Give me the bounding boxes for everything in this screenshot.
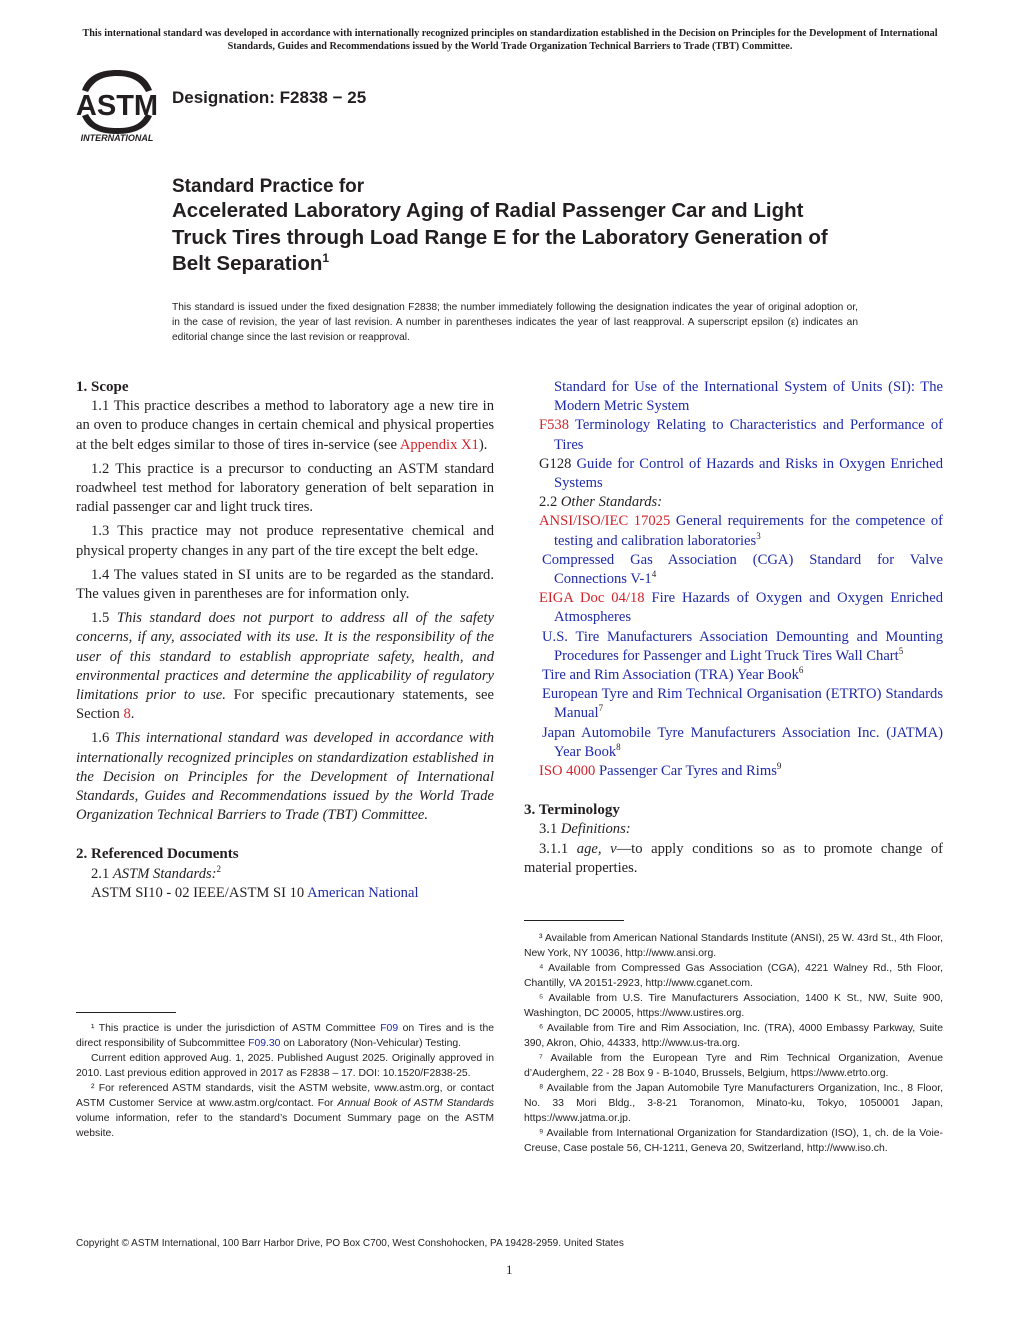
page-number: 1 [506, 1262, 513, 1277]
designation: Designation: F2838 − 25 [172, 88, 367, 107]
ref-si10-title-visible[interactable]: American National [307, 884, 419, 901]
para-1-1-end: ). [478, 436, 488, 453]
astm-logo-mark [74, 68, 160, 144]
footnote-6: ⁶ Available from Tire and Rim Association, Inc. (TRA), 4000 Embassy Parkway, Suite 390, Akron, Ohio, 44333, http://www.us-tra.org. [524, 1023, 943, 1049]
para-3-1 [524, 820, 943, 839]
footnote-2-b: volume information, refer to the standard’s Document Summary page on the ASTM website. [76, 1113, 494, 1139]
footnote-8: ⁸ Available from the Japan Automobile Tyre Manufacturers Organization, Inc., 8 Floor, No. 33 Mori Bldg., 3-8-21 Toranomon, Minato-ku, Tokyo, 1050001 Japan, https://www.jatma.or.jp. [524, 1083, 943, 1124]
footnote-5: ⁵ Available from U.S. Tire Manufacturers Association, 1400 K St., NW, Suite 900, Washington, DC 20005, https://www.ustires.org. [524, 993, 943, 1019]
ref-tra-sup: 6 [798, 665, 804, 676]
para-3-1-1 [524, 840, 943, 878]
para-2-2 [524, 493, 943, 512]
ref-cga [524, 551, 943, 589]
ref-ansi-title[interactable]: General requirements for the competence of testing and calibration laboratories [554, 513, 943, 549]
subcommittee-f0930-link[interactable]: F09.30 [248, 1038, 281, 1049]
para-1-3: 1.3 This practice may not produce representative chemical and physical property changes in any part of the tire except the belt edge. [76, 523, 494, 559]
section-1-heading: 1. Scope [76, 379, 129, 395]
ref-eiga [524, 589, 943, 627]
right-footnote-rule [524, 920, 624, 921]
ref-eiga-title[interactable]: Fire Hazards of Oxygen and Oxygen Enriched Atmospheres [554, 590, 943, 626]
left-column [76, 378, 494, 903]
footnote-7: ⁷ Available from the European Tyre and Rim Technical Organization, Avenue d’Auderghem, 22 - 28 Box 9 - B-1040, Brussels, Belgium, https://www.etrto.org. [524, 1053, 943, 1079]
para-3-1-num: 3.1 [539, 821, 561, 838]
para-1-5-italic: This standard does not purport to address all of the safety concerns, if any, associated with its use. It is the responsibility of the user of this standard to establish appropriate safety, health, and environmental practices and determine the applicability of regulatory limitations prior to use. [76, 610, 494, 704]
document-title [172, 175, 862, 278]
ref-etrto [524, 685, 943, 723]
para-2-1-sup: 2 [216, 863, 222, 874]
ref-ustma [524, 628, 943, 666]
logo-astm-text: ASTM [75, 90, 159, 122]
ref-jatma-title[interactable]: Japan Automobile Tyre Manufacturers Association Inc. (JATMA) Year Book [542, 724, 943, 760]
ref-cga-sup: 4 [651, 569, 657, 580]
para-1-5-num: 1.5 [91, 610, 117, 627]
title-main-text: Accelerated Laboratory Aging of Radial Passenger Car and Light Truck Tires through Load Range E for the Laboratory Generation of Belt Separation [172, 199, 828, 275]
para-1-1 [76, 397, 494, 455]
para-2-2-num: 2.2 [539, 494, 561, 511]
ref-cga-title[interactable]: Compressed Gas Association (CGA) Standard for Valve Connections V-1 [542, 551, 943, 588]
ref-ansi-code[interactable]: ANSI/ISO/IEC 17025 [539, 513, 671, 530]
copyright: Copyright © ASTM International, 100 Barr Harbor Drive, PO Box C700, West Conshohocken, PA 19428-2959. United States [76, 1238, 624, 1249]
appendix-x1-link[interactable]: Appendix X1 [399, 436, 479, 453]
footnote-9: ⁹ Available from International Organization for Standardization (ISO), 1, ch. de la Voie-Creuse, Case postale 56, CH-1211, Geneva 20, Switzerland, http://www.iso.ch. [524, 1128, 943, 1154]
ref-etrto-title[interactable]: European Tyre and Rim Technical Organisation (ETRTO) Standards Manual [542, 686, 943, 722]
ref-si10-code: ASTM SI10 - 02 IEEE/ASTM SI 10 [91, 884, 308, 901]
astm-logo [74, 68, 160, 144]
ref-iso-code[interactable]: ISO 4000 [539, 763, 596, 780]
issued-note: This standard is issued under the fixed designation F2838; the number immediately following the designation indicates the year of original adoption or, in the case of revision, the year of last revision. A number in parentheses indicates the year of last reapproval. A superscript epsilon (ε) indicates an editorial change since the last revision or reapproval. [172, 302, 858, 343]
para-1-6 [76, 729, 494, 825]
ref-tra-title[interactable]: Tire and Rim Association (TRA) Year Book [542, 667, 799, 684]
section-8-link[interactable]: 8 [123, 706, 131, 723]
para-2-1-num: 2.1 [91, 865, 113, 882]
ref-f538-code[interactable]: F538 [539, 417, 570, 434]
ref-ansi [524, 512, 943, 550]
term-age: age, v [576, 840, 617, 857]
right-footnotes [524, 931, 943, 1156]
section-3-heading: 3. Terminology [524, 802, 620, 819]
ref-iso-title[interactable]: Passenger Car Tyres and Rims [595, 763, 777, 780]
footnote-1-a: ¹ This practice is under the jurisdiction of ASTM Committee [91, 1023, 381, 1034]
title-footnote-mark: 1 [322, 251, 330, 266]
para-1-5-tail: For specific precautionary statements, see Section [76, 687, 494, 723]
ref-ansi-sup: 3 [756, 530, 761, 541]
para-1-2: 1.2 This practice is a precursor to conducting an ASTM standard roadwheel test method for laboratory generation of belt separation in radial passenger car and light truck tires. [76, 460, 494, 516]
footnote-2 [76, 1081, 494, 1141]
left-footnotes [76, 1021, 494, 1141]
ref-tra [524, 666, 943, 685]
footnote-2-a: ² For referenced ASTM standards, visit the ASTM website, www.astm.org, or contact ASTM Customer Service at www.astm.org/contact. For [76, 1083, 494, 1109]
title-line-1: Standard Practice for [172, 176, 365, 197]
ref-g128 [524, 455, 943, 493]
footnote-2-italic: Annual Book of ASTM Standards [337, 1098, 494, 1109]
ref-iso-sup: 9 [776, 761, 782, 772]
para-2-2-italic: Other Standards: [560, 494, 663, 511]
footnote-3: ³ Available from American National Standards Institute (ANSI), 25 W. 43rd St., 4th Floor, New York, NY 10036, http://www.ansi.org. [524, 933, 943, 959]
para-3-1-1-num: 3.1.1 [539, 840, 577, 857]
ref-iso [524, 762, 943, 781]
wto-notice: This international standard was developed in accordance with internationally recognized principles on standardization established in the Decision on Principles for the Development of International Standards, Guides and Recommendations issued by the World Trade Organization Technical Barriers to Trade (TBT) Committee. [82, 28, 938, 52]
ref-ustma-sup: 5 [898, 645, 904, 656]
para-1-6-num: 1.6 [91, 730, 116, 747]
section-2-heading: 2. Referenced Documents [76, 846, 239, 863]
footnote-1-edition: Current edition approved Aug. 1, 2025. Published August 2025. Originally approved in 2010. Last previous edition approved in 2017 as F2838 – 17. DOI: 10.1520/F2838-25. [76, 1053, 494, 1079]
ref-f538-title[interactable]: Terminology Relating to Characteristics and Performance of Tires [554, 417, 943, 453]
ref-si10-continued[interactable]: Standard for Use of the International System of Units (SI): The Modern Metric System [554, 379, 943, 415]
committee-f09-link[interactable]: F09 [380, 1023, 399, 1034]
left-footnote-rule [76, 1012, 176, 1013]
logo-international-text: INTERNATIONAL [80, 133, 154, 143]
ref-eiga-code[interactable]: EIGA Doc 04/18 [539, 590, 645, 607]
footnote-4: ⁴ Available from Compressed Gas Association (CGA), 4221 Walney Rd., 5th Floor, Chantilly, VA 20151-2923, http://www.cganet.com. [524, 963, 943, 989]
ref-ustma-title[interactable]: U.S. Tire Manufacturers Association Demounting and Mounting Procedures for Passenger and Light Truck Tires Wall Chart [542, 628, 943, 664]
footnote-1 [76, 1021, 494, 1051]
footnote-1-b: on Tires and is the direct responsibility of Subcommittee [76, 1023, 495, 1049]
right-column [524, 378, 943, 878]
ref-g128-title[interactable]: Guide for Control of Hazards and Risks in Oxygen Enriched Systems [554, 455, 943, 492]
footnote-1-c: on Laboratory (Non-Vehicular) Testing. [280, 1038, 462, 1049]
title-main [172, 198, 862, 278]
para-2-1-italic: ASTM Standards: [112, 865, 217, 882]
ref-jatma-sup: 8 [616, 742, 621, 752]
para-1-6-italic: This international standard was developed in accordance with internationally recognized principles on standardization established in the Decision on Principles for the Development of International Standards, Guides and Recommendations issued by the World Trade Organization Technical Barriers to Trade (TBT) Committee. [76, 730, 495, 824]
term-age-definition: —to apply conditions so as to promote change of material properties. [524, 840, 943, 876]
para-2-1 [76, 865, 494, 884]
para-1-4: 1.4 The values stated in SI units are to be regarded as the standard. The values given in parentheses are for information only. [76, 566, 494, 603]
ref-jatma [524, 724, 943, 762]
para-1-5-end: . [130, 706, 135, 723]
para-3-1-italic: Definitions: [560, 821, 631, 838]
ref-etrto-sup: 7 [598, 703, 604, 714]
para-1-5 [76, 609, 494, 724]
para-1-1-text: 1.1 This practice describes a method to laboratory age a new tire in an oven to produce changes in certain chemical and physical properties at the belt edges similar to those of tires in-service (see [76, 398, 494, 453]
ref-si10-start [76, 884, 494, 903]
ref-f538 [524, 416, 943, 454]
ref-g128-code: G128 [539, 455, 572, 472]
